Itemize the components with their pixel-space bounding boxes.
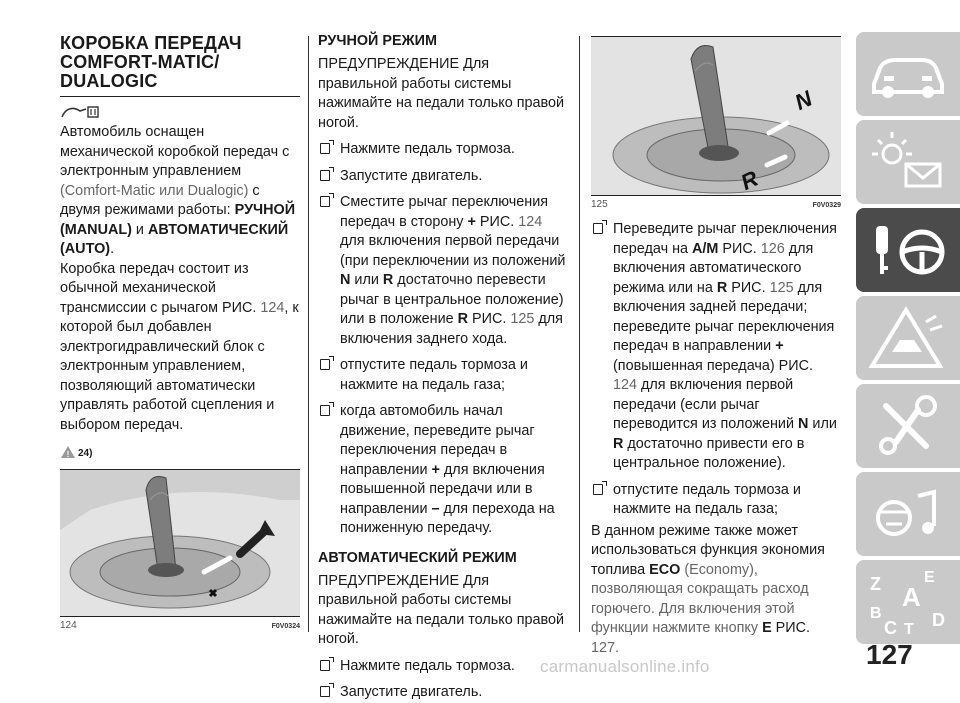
warning-reference	[60, 443, 300, 461]
index-letter-d: D	[932, 610, 945, 630]
auto-step-4: отпустите педаль тормоза и нажмите на педаль газа;	[591, 481, 841, 520]
svg-text:!: !	[66, 450, 70, 459]
tab-emergency[interactable]	[856, 296, 960, 380]
figure-number: 124	[60, 620, 77, 631]
index-letters-icon	[856, 560, 960, 644]
warning-triangle-icon	[60, 445, 76, 459]
checkbox-bullet-icon	[320, 143, 330, 154]
column-separator-1	[308, 36, 309, 632]
checkbox-bullet-icon	[320, 405, 330, 416]
figure-124	[60, 469, 300, 617]
title-line-2: COMFORT-MATIC/	[60, 52, 220, 72]
tab-warning-lights[interactable]	[856, 120, 960, 204]
title-line-1: КОРОБКА ПЕРЕДАЧ	[60, 33, 242, 53]
eco-paragraph: В данном режиме также может использоваться функция экономия топлива ECO (Economy), позволяющая сокращать расход горючего. Для включения этой функции нажмите кнопку E РИС. 127.	[591, 522, 825, 656]
watermark: carmanualsonline.info	[540, 657, 710, 676]
figure-label-n: N	[790, 85, 816, 116]
car-icon	[856, 32, 960, 116]
warning-ref-label: 24)	[78, 448, 93, 459]
index-letter-e: E	[924, 569, 935, 586]
tab-multimedia[interactable]	[856, 472, 960, 556]
figure-125	[591, 36, 841, 196]
wrench-icon	[856, 384, 960, 468]
column-1	[60, 0, 300, 631]
warning-lights-icon	[856, 120, 960, 204]
gearbox-logo-icon	[60, 105, 300, 119]
accident-icon	[856, 296, 960, 380]
page-number: 127	[866, 639, 913, 670]
manual-step-1: Нажмите педаль тормоза.	[318, 140, 566, 160]
gear-lever-figure-125	[591, 37, 841, 195]
auto-mode-warning: ПРЕДУПРЕЖДЕНИЕ Для правильной работы системы нажимайте на педали только правой ногой.	[318, 572, 565, 647]
column-separator-2	[579, 36, 580, 632]
key-steering-icon	[856, 208, 960, 292]
heading-manual-mode: РУЧНОЙ РЕЖИМ	[318, 33, 437, 49]
figure-125-caption	[591, 199, 841, 210]
section-title	[60, 34, 300, 91]
checkbox-bullet-icon	[320, 170, 330, 181]
column-2	[318, 0, 566, 703]
figure-code: F0V0329	[812, 202, 841, 209]
manual-step-4: отпустите педаль тормоза и нажмите на педаль газа;	[318, 356, 566, 395]
manual-step-2: Запустите двигатель.	[318, 167, 566, 187]
figure-number: 125	[591, 199, 608, 210]
checkbox-bullet-icon	[593, 223, 603, 234]
figure-label-r: R	[736, 165, 762, 195]
composition-paragraph: Коробка передач состоит из обычной механической трансмиссии с рычагом РИС. 124, к которой был добавлен электрогидравлический блок с электронным управлением, позволяющий автоматически управлять работой сцепления и выбором передач.	[60, 260, 299, 433]
index-letter-a: A	[902, 582, 921, 612]
title-line-3: DUALOGIC	[60, 71, 158, 91]
tab-starting-driving[interactable]	[856, 208, 960, 292]
manual-mode-warning: ПРЕДУПРЕЖДЕНИЕ Для правильной работы системы нажимайте на педали только правой ногой.	[318, 56, 565, 131]
checkbox-bullet-icon	[593, 484, 603, 495]
column-3	[591, 0, 841, 658]
tab-maintenance[interactable]	[856, 384, 960, 468]
auto-step-3: Переведите рычаг переключения передач на A/M РИС. 126 для включения автоматического режима или на R РИС. 125 для включения задней передачи; переведите рычаг переключения передач в направлении + (повышенная передача) РИС. 124 для включения первой передачи (если рычаг переводится из положений N или R достаточно привести его в центральное положение).	[591, 220, 841, 474]
auto-step-1: Нажмите педаль тормоза.	[318, 657, 566, 677]
index-letter-b: B	[870, 605, 882, 622]
auto-step-2: Запустите двигатель.	[318, 683, 566, 703]
manual-step-3: Сместите рычаг переключения передач в сторону + РИС. 124 для включения первой передачи (при переключении из положений N или R достаточно перевести рычаг в центральное положение) или в положение R РИС. 125 для включения заднего хода.	[318, 193, 566, 349]
gear-lever-figure-124	[60, 470, 300, 616]
figure-124-caption	[60, 620, 300, 631]
title-rule	[60, 96, 300, 97]
intro-paragraph: Автомобиль оснащен механической коробкой передач с электронным управлением (Comfort-Matic или Dualogic) с двумя режимами работы: РУЧНОЙ (MANUAL) и АВТОМАТИЧЕСКИЙ (AUTO).	[60, 124, 296, 257]
manual-step-5: когда автомобиль начал движение, переведите рычаг переключения передач в направлении + для включения повышенной передачи или в направлении – для перехода на пониженную передачу.	[318, 402, 566, 539]
figure-code: F0V0324	[271, 623, 300, 630]
checkbox-bullet-icon	[320, 660, 330, 671]
checkbox-bullet-icon	[320, 359, 330, 370]
chapter-tabs	[856, 32, 960, 648]
index-letter-c: C	[884, 618, 897, 638]
index-letter-t: T	[904, 621, 914, 638]
tab-index[interactable]	[856, 560, 960, 644]
tab-car[interactable]	[856, 32, 960, 116]
heading-auto-mode: АВТОМАТИЧЕСКИЙ РЕЖИМ	[318, 549, 517, 566]
checkbox-bullet-icon	[320, 686, 330, 697]
checkbox-bullet-icon	[320, 196, 330, 207]
index-letter-z: Z	[870, 574, 881, 594]
multimedia-icon	[856, 472, 960, 556]
